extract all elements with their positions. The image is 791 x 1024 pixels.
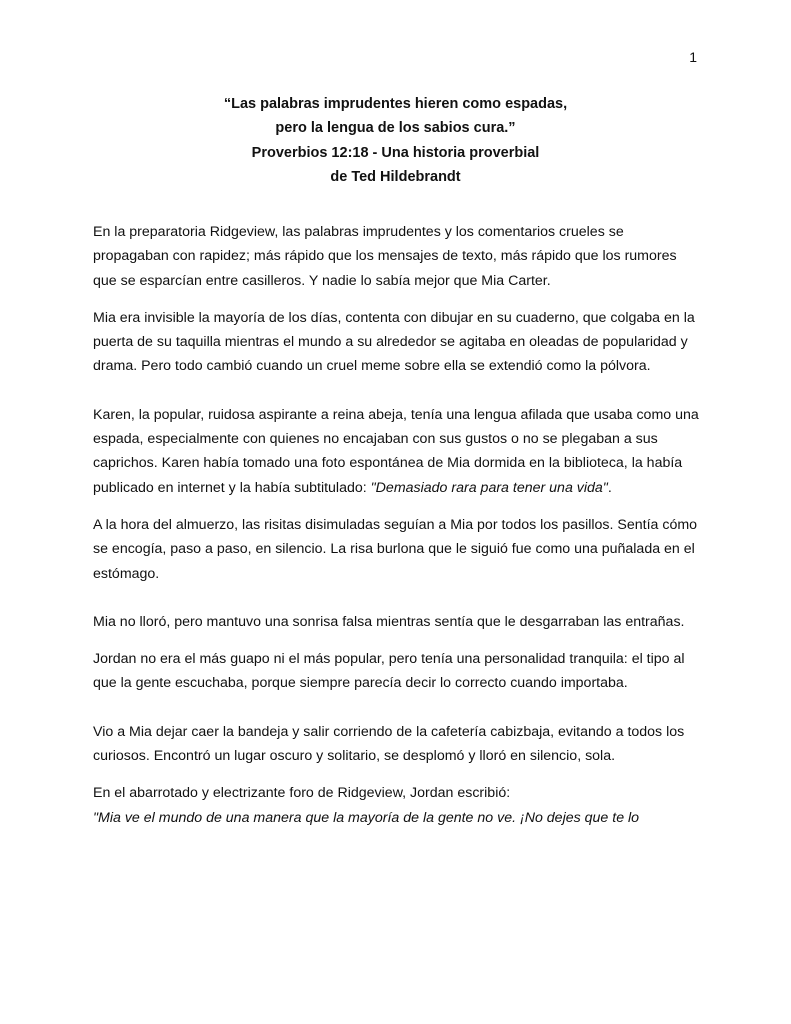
paragraph-8-line: En el abarrotado y electrizante foro de Ridgeview, Jordan escribió: [93, 785, 511, 802]
epigraph [0, 92, 791, 189]
epigraph-line-1: “Las palabras imprudentes hieren como espadas, [223, 96, 568, 112]
epigraph-line-3: Proverbios 12:18 - Una historia proverbial [251, 144, 540, 161]
story-body [93, 220, 703, 830]
paragraph-3-text: Karen, la popular, ruidosa aspirante a reina abeja, tenía una lengua afilada que usaba como una espada, especialmente con quienes no encajaban con sus gustos o no se plegaban a sus caprichos. Karen había tomado una foto espontánea de Mia dormida en la biblioteca, la había publicado en internet y la había subtitulado: [93, 406, 699, 496]
paragraph-3 [93, 403, 703, 500]
paragraph-8-quote: "Mia ve el mundo de una manera que la mayoría de la gente no ve. ¡No dejes que te lo [93, 809, 640, 826]
paragraph-8 [93, 781, 703, 830]
paragraph-6: Jordan no era el más guapo ni el más popular, pero tenía una personalidad tranquila: el tipo al que la gente escuchaba, porque siempre parecía decir lo correcto cuando importaba. [93, 651, 685, 692]
page-number: 1 [689, 49, 697, 65]
paragraph-1: En la preparatoria Ridgeview, las palabras imprudentes y los comentarios crueles se propagaban con rapidez; más rápido que los mensajes de texto, más rápido que los rumores que se esparcían entre casilleros. Y nadie lo sabía mejor que Mia Carter. [93, 224, 677, 289]
paragraph-7: Vio a Mia dejar caer la bandeja y salir corriendo de la cafetería cabizbaja, evitando a todos los curiosos. Encontró un lugar oscuro y solitario, se desplomó y lloró en silencio, sola. [93, 723, 685, 765]
paragraph-2: Mia era invisible la mayoría de los días, contenta con dibujar en su cuaderno, que colgaba en la puerta de su taquilla mientras el mundo a su alrededor se agitaba en oleadas de popularidad y drama. Pero todo cambió cuando un cruel meme sobre ella se extendió como la pólvora. [93, 309, 695, 375]
paragraph-3-quote: "Demasiado rara para tener una vida" [370, 479, 608, 496]
paragraph-5: Mia no lloró, pero mantuvo una sonrisa falsa mientras sentía que le desgarraban las entrañas. [93, 613, 685, 630]
epigraph-line-2: pero la lengua de los sabios cura.” [275, 120, 516, 137]
paragraph-3-end: . [607, 479, 612, 496]
paragraph-4: A la hora del almuerzo, las risitas disimuladas seguían a Mia por todos los pasillos. Sentía cómo se encogía, paso a paso, en silencio. La risa burlona que le siguió fue como una puñalada en el estómago. [93, 516, 698, 582]
epigraph-line-4: de Ted Hildebrandt [330, 168, 461, 185]
